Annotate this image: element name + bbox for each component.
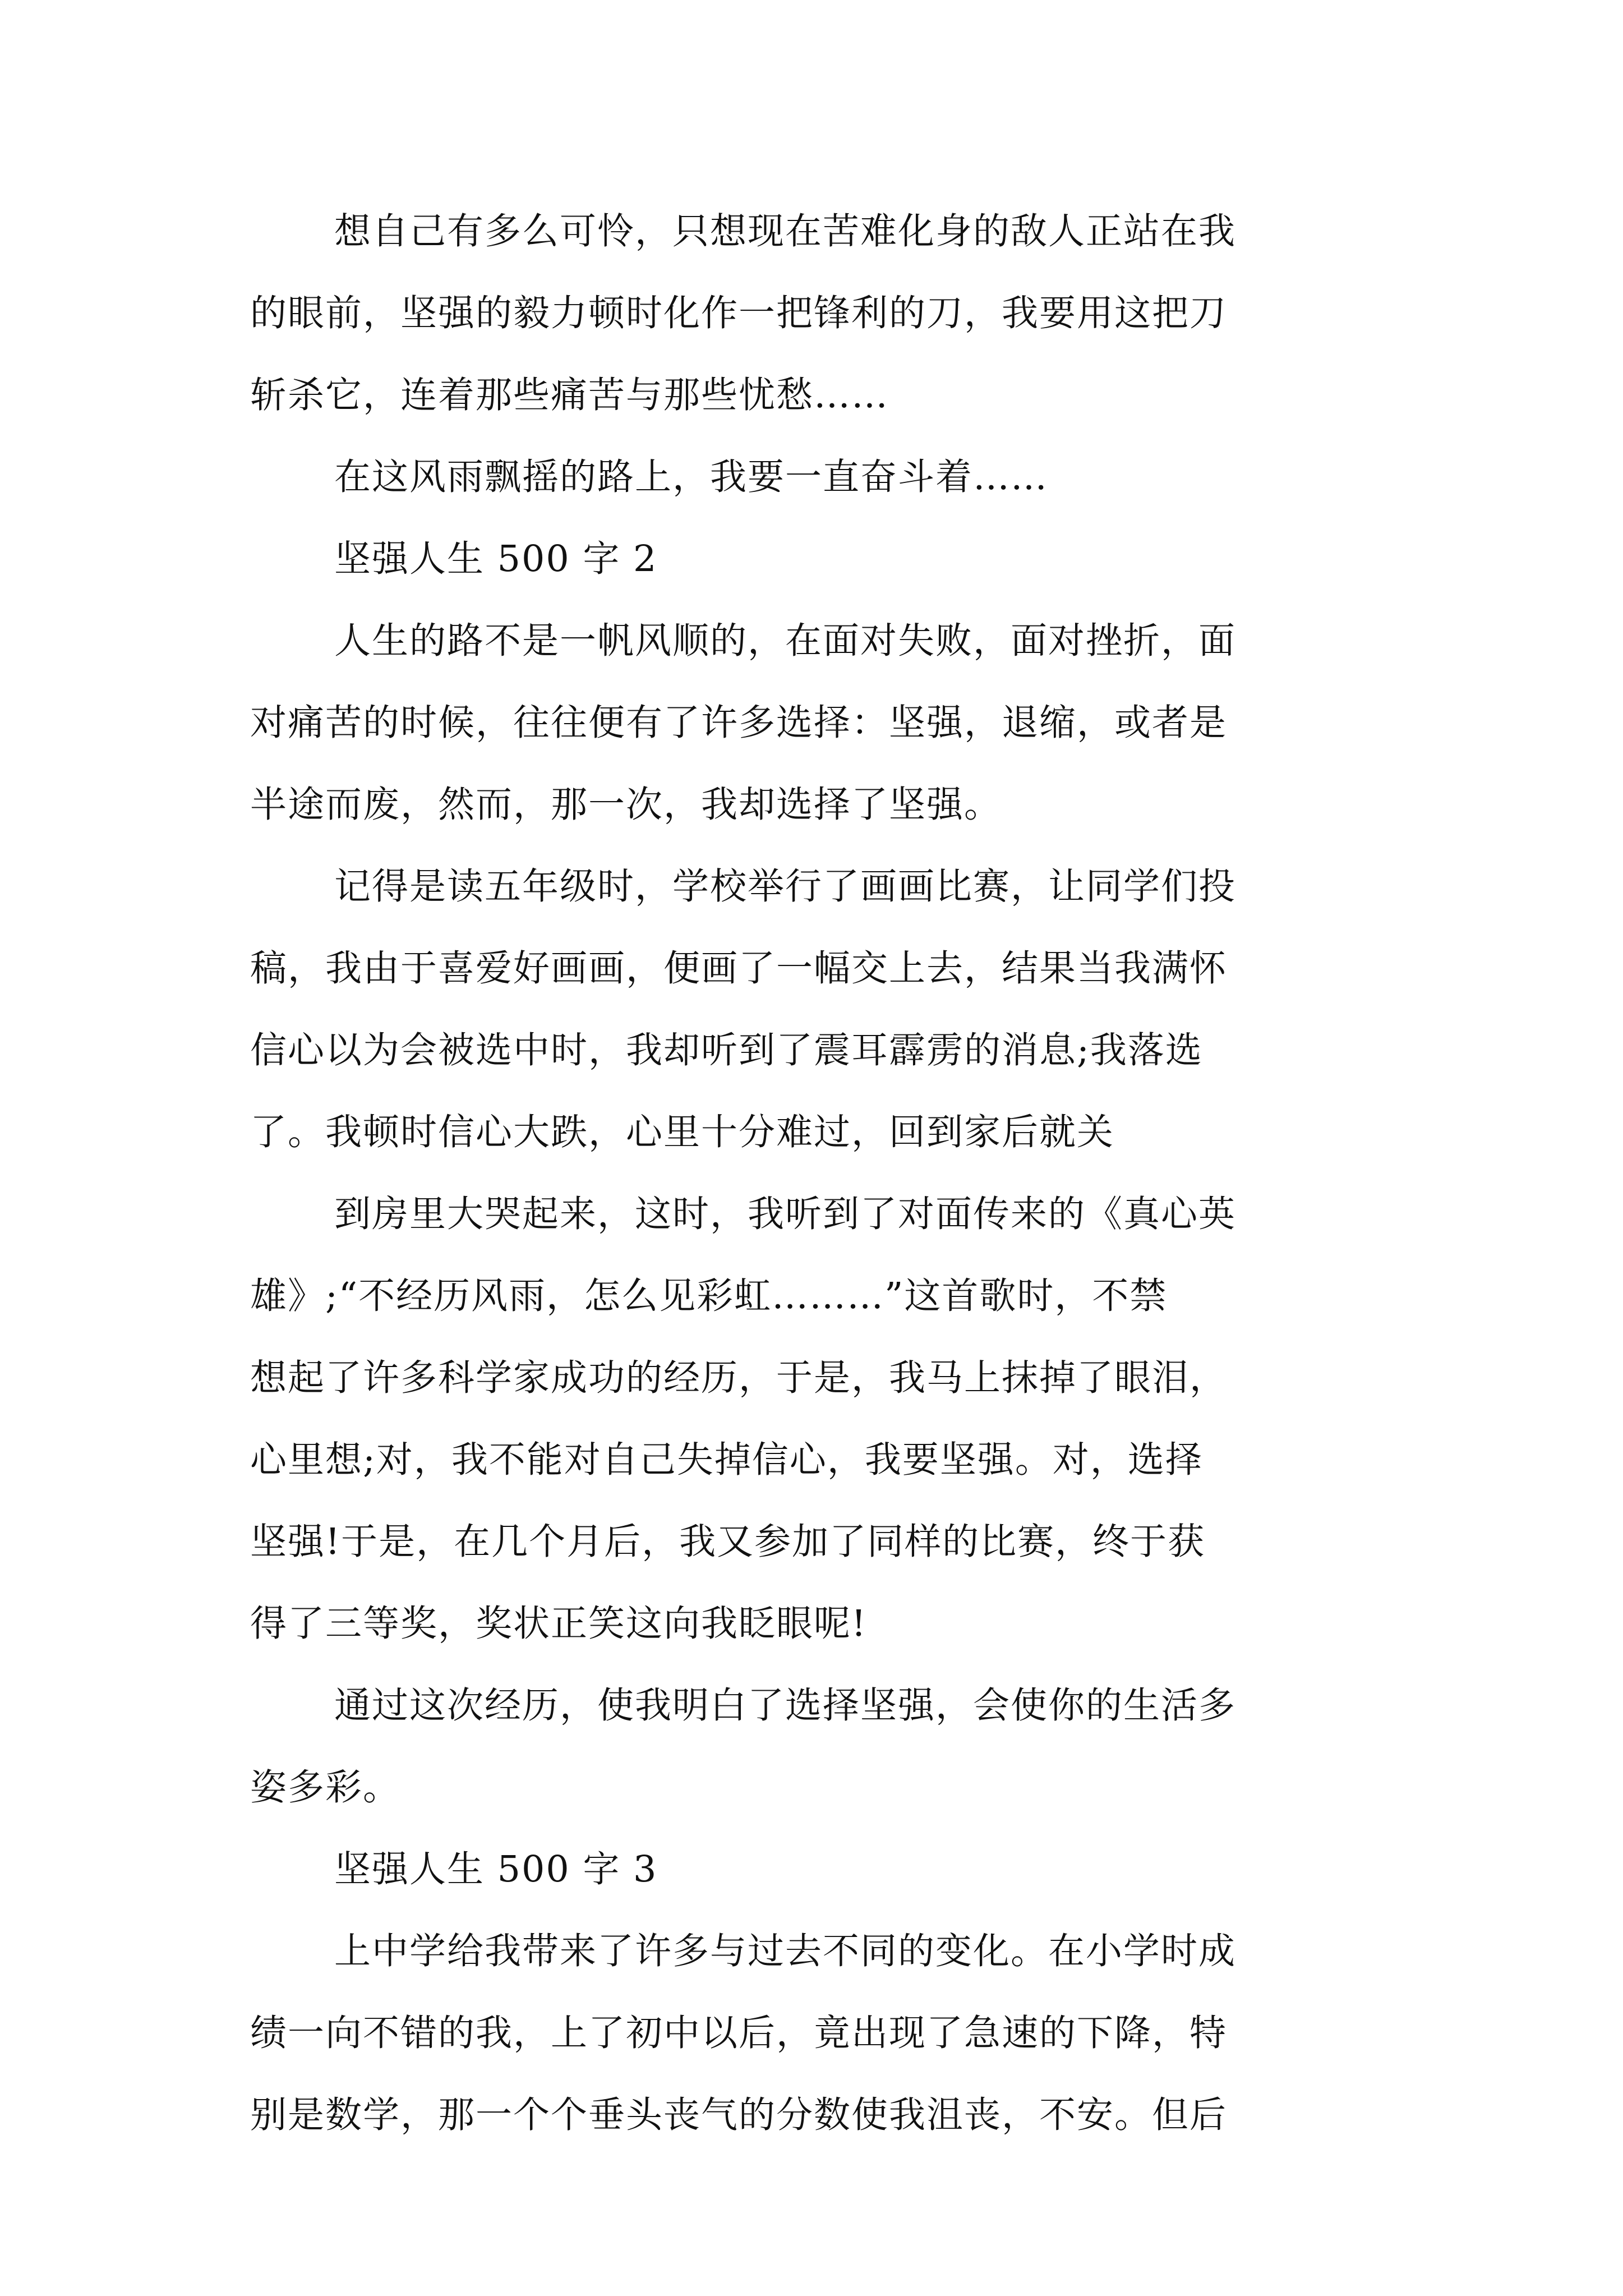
text-line: 斩杀它，连着那些痛苦与那些忧愁…… [250,374,889,416]
text-line: 稿，我由于喜爱好画画，便画了一幅交上去，结果当我满怀 [250,947,1228,990]
text-line: 绩一向不错的我，上了初中以后，竟出现了急速的下降，特 [250,2012,1228,2054]
text-line: 心里想;对，我不能对自己失掉信心，我要坚强。对，选择 [250,1439,1203,1481]
text-line: 对痛苦的时候，往往便有了许多选择：坚强，退缩，或者是 [250,702,1228,744]
text-line: 姿多彩。 [250,1766,401,1809]
text-line: 坚强!于是，在几个月后，我又参加了同样的比赛，终于获 [250,1521,1206,1563]
section-heading: 坚强人生 500 字 2 [334,538,658,580]
text-line: 雄》;“不经历风雨，怎么见彩虹………”这首歌时，不禁 [250,1275,1168,1317]
text-line: 人生的路不是一帆风顺的，在面对失败，面对挫折，面 [334,620,1237,662]
text-line: 通过这次经历，使我明白了选择坚强，会使你的生活多 [334,1685,1237,1727]
text-line: 记得是读五年级时，学校举行了画画比赛，让同学们投 [334,866,1237,908]
text-line: 想起了许多科学家成功的经历，于是，我马上抹掉了眼泪， [250,1357,1228,1399]
text-line: 在这风雨飘摇的路上，我要一直奋斗着…… [334,456,1049,498]
text-line: 想自己有多么可怜，只想现在苦难化身的敌人正站在我 [334,210,1237,252]
text-line: 信心以为会被选中时，我却听到了震耳霹雳的消息;我落选 [250,1029,1203,1071]
text-line: 得了三等奖，奖状正笑这向我眨眼呢! [250,1603,868,1645]
section-heading: 坚强人生 500 字 3 [334,1848,658,1890]
text-line: 了。我顿时信心大跌，心里十分难过，回到家后就关 [250,1111,1115,1153]
text-line: 到房里大哭起来，这时，我听到了对面传来的《真心英 [334,1193,1237,1235]
text-line: 上中学给我带来了许多与过去不同的变化。在小学时成 [334,1930,1237,1972]
text-line: 半途而废，然而，那一次，我却选择了坚强。 [250,784,1002,826]
text-line: 别是数学，那一个个垂头丧气的分数使我沮丧，不安。但后 [250,2094,1228,2136]
text-line: 的眼前，坚强的毅力顿时化作一把锋利的刀，我要用这把刀 [250,292,1228,334]
document-page [250,210,1394,2179]
